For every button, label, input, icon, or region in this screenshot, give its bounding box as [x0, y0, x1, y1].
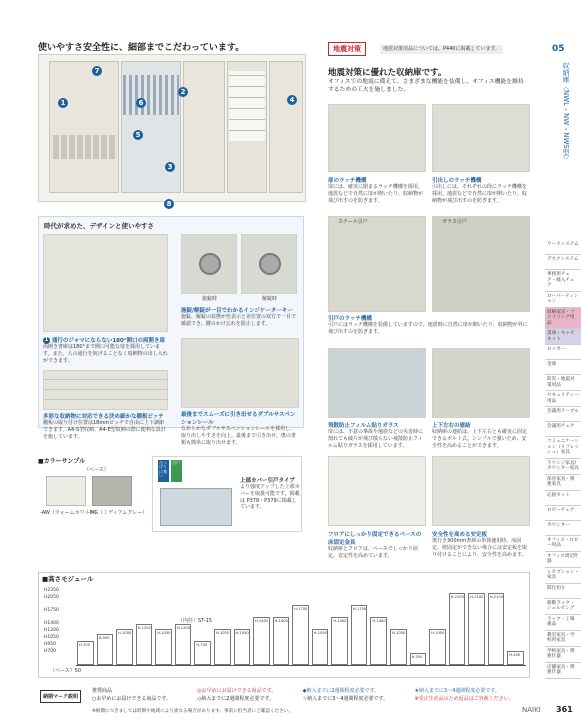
- module-column: [273, 617, 290, 665]
- nav-item[interactable]: ロビーチェア: [545, 506, 581, 521]
- drawer-latch-photo: [432, 104, 530, 172]
- module-column-label: H-1400: [255, 619, 269, 623]
- module-column-label: H-700: [196, 643, 208, 647]
- nav-item[interactable]: 保育家具・関連家具: [545, 475, 581, 491]
- height-label: H1750: [44, 607, 59, 613]
- drawer-latch-text: 引出しには、それぞれの段にラッチ機構を採用。地震などで自然に扉が開いたり、収納物が飛び出すのを防ぎます。: [432, 184, 528, 204]
- module-height-scale: [44, 588, 74, 656]
- callout-7: 7: [92, 66, 102, 76]
- key-title: 施錠/解錠が一目でわかるインジケーターキー: [181, 308, 293, 314]
- color-swatch-mg: [92, 476, 132, 506]
- nav-item[interactable]: 間仕切り: [545, 584, 581, 599]
- shelf-text: 棚板の取り付け位置は18mmピッチで自由に上下調節できます。A4-S型収納、A4-E型収納の際に便利な設計を施しています。: [43, 420, 166, 440]
- height-label: H1050: [44, 634, 59, 640]
- reinforce-caption: [432, 530, 530, 558]
- sliding-latch-title: 引戸のラッチ機構: [328, 316, 372, 322]
- rail-text: なめらかなダブルサスペンションレールを採用し、取り出しやすさを向上。最後まで引き出せ、奥の書類も簡単に取り出せます。: [181, 426, 296, 446]
- film-title: 飛散防止フィルム貼りガラス: [328, 423, 399, 429]
- quake-body: オフィスでの地震に備えて、さまざまな機能を装備し、オフィス機能を維持するための工夫を施しました。: [328, 79, 524, 94]
- color-swatch-aw: [46, 476, 86, 506]
- key-caption: [181, 306, 299, 328]
- legend-item: ◆納入までに2週間程度必要です。: [302, 688, 380, 694]
- legend-item: ☆納入までに3〜4週間程度必要です。: [302, 695, 389, 702]
- module-column-label: H-1050: [118, 631, 132, 635]
- design-heading: 時代が求めた、デザインと使いやすさ: [44, 222, 155, 230]
- height-label: H2050: [44, 594, 59, 600]
- key-text: 施錠、解錠の状態が色表示と差位置の双方で一目で確認でき、鍵のかけ忘れを防止します。: [181, 314, 297, 327]
- module-note: （内径）ST-15: [178, 618, 212, 624]
- callout-8: 8: [164, 199, 174, 209]
- steel-door-photo: [328, 216, 426, 312]
- connect-caption: [432, 421, 530, 449]
- main-heading: 使いやすさ安全性に、細部までこだわっています。: [38, 43, 245, 53]
- brand: NAIKI: [522, 706, 541, 714]
- module-column: [429, 629, 446, 665]
- height-label: H2350: [44, 588, 59, 593]
- height-label: H950: [44, 641, 56, 647]
- nav-item[interactable]: ローパーティション: [545, 292, 581, 308]
- nav-item[interactable]: 移動ラック・シェルビング: [545, 599, 581, 615]
- glass-door-photo: [432, 216, 530, 312]
- module-column-label: H-1050: [431, 631, 445, 635]
- legend-item: ○お早めにお届けできる商品です。: [92, 695, 171, 702]
- module-column-label: H-1750: [352, 607, 367, 611]
- nav-item[interactable]: 書庫・キャビネット: [545, 329, 581, 345]
- module-column-label: H-2100: [489, 595, 504, 599]
- nav-item[interactable]: 店舗家具・関連什器: [545, 663, 581, 679]
- floor-photo: [328, 456, 426, 526]
- nav-item[interactable]: ラック・工場備品: [545, 615, 581, 631]
- cabinet-photo: [38, 54, 306, 202]
- door-latch-caption: [328, 176, 426, 204]
- reinforce-text: 奥行き300mm書庫の単体使用時、床固定、壁固定ができない場合には安定板を取り付けることにより、安全性を高めます。: [432, 538, 528, 558]
- color-mg-label: -MG（ミディアムグレー）: [88, 510, 148, 516]
- shelf-caption: [43, 412, 168, 440]
- module-column: [351, 605, 368, 665]
- legend-item: ◇納入までに2週間程度必要です。: [197, 695, 274, 702]
- steel-door-label: スチール引戸: [338, 219, 368, 225]
- cover-badge-1: ひっぱりに強い: [158, 460, 169, 482]
- module-column-label: H-1050: [157, 631, 171, 635]
- hinge-photo: [43, 234, 168, 332]
- rail-photo: [181, 338, 299, 408]
- quake-tag-label: 地震対策: [333, 45, 361, 53]
- color-base-label: （ベース）: [84, 467, 109, 473]
- module-heading: ■高さモジュール: [42, 575, 94, 583]
- legend-title: 納期マーク説明: [40, 690, 81, 703]
- module-column-label: H-350: [411, 655, 423, 659]
- color-heading: ■カラーサンプル: [38, 458, 86, 465]
- nav-item[interactable]: カウンター: [545, 521, 581, 536]
- module-column: [292, 605, 309, 665]
- nav-item[interactable]: 収納家具・ファイリング用品: [545, 308, 581, 330]
- nav-item[interactable]: ラウンジ家具/カウンター家具: [545, 459, 581, 475]
- floor-title: フロアにしっかり固定できるベースの床固定金具: [328, 532, 422, 546]
- module-base-label: （ベース）50: [50, 668, 82, 674]
- door-latch-photo: [328, 104, 426, 172]
- reinforce-photo: [432, 456, 530, 526]
- legend-footnote: ※納期につきましては時期や地域により異なる場合があります。事前に担当者にご確認ください。: [92, 709, 293, 714]
- height-label: H1200: [44, 627, 59, 633]
- rail-title: 最後までスムーズに引き出せるダブルサスペンションレール: [181, 412, 296, 426]
- module-column: [214, 629, 231, 665]
- callout-1: 1: [58, 98, 68, 108]
- cover-badge-2: 引戸: [171, 460, 182, 482]
- legend-item: ◎お早めにお届けできる商品です。: [197, 688, 277, 694]
- height-label: H1400: [44, 620, 59, 626]
- cover-photo: [160, 488, 232, 526]
- nav-item[interactable]: 会議用テーブル: [545, 407, 581, 422]
- nav-item[interactable]: コミュニケーション（リフレッシュ）家具: [545, 437, 581, 459]
- nav-item[interactable]: レセプション・家具: [545, 568, 581, 584]
- module-column-label: H-1200: [137, 626, 151, 630]
- module-column-label: H-700: [79, 643, 90, 647]
- module-column: [312, 629, 329, 665]
- module-column: [77, 641, 94, 665]
- nav-item[interactable]: セキュリティー用品: [545, 391, 581, 407]
- nav-item[interactable]: ワークシステム: [545, 240, 581, 255]
- sliding-latch-text: 引戸にはラッチ機構を装備していますので、地震時に自然に扉が開いたり、収納物が外に飛び出すのを防ぎます。: [328, 322, 528, 335]
- legend-item: 推奨商品: [92, 688, 113, 694]
- connect-photo: [432, 348, 530, 418]
- key-photo-locked: [181, 234, 237, 294]
- module-column-label: H-2100: [450, 595, 464, 599]
- key-unlocked-label: 解錠時: [262, 296, 278, 302]
- module-column: [155, 629, 172, 665]
- callout-2: 2: [178, 87, 188, 97]
- film-text: 扉には、不意の事故や地震などの災害時に割れても破片が飛び散らない飛散防止フィルム貼りガラスを採用しています。: [328, 429, 424, 449]
- film-caption: [328, 421, 426, 449]
- module-column: [468, 593, 485, 665]
- rail-caption: [181, 410, 299, 446]
- module-column-label: H-1400: [333, 619, 347, 623]
- nav-item[interactable]: ロッカー: [545, 345, 581, 360]
- module-column-label: H-900: [98, 636, 110, 640]
- module-column-label: H-400: [509, 653, 521, 657]
- callout-6: 6: [136, 98, 146, 108]
- glass-door-label: ガラス引戸: [442, 219, 467, 225]
- chapter-number: 05: [552, 44, 565, 54]
- nav-item[interactable]: 教室家具・学校用家具: [545, 631, 581, 647]
- callout-5: 5: [133, 130, 143, 140]
- legend-item: ★納入までに3〜4週間程度必要です。: [414, 688, 500, 694]
- module-column-label: H-1750: [294, 607, 308, 611]
- module-column: [97, 634, 114, 665]
- nav-item[interactable]: 事務用チェア・軽入チェア: [545, 270, 581, 292]
- module-column-label: H-1400: [274, 619, 288, 623]
- nav-item[interactable]: 防災・地震対策用品: [545, 375, 581, 391]
- legend-item: ※受注生産品のため返品はご容赦ください。: [414, 695, 514, 702]
- module-column: [507, 651, 524, 665]
- chapter-title: 収納庫〈NWL・NW・NWS型〉: [562, 62, 570, 163]
- floor-text: 収納庫とフロアは、ベースでしっかり固定。安定性を高めています。: [328, 546, 418, 559]
- color-aw-label: -AW（ウォームホワイト）: [40, 510, 100, 516]
- nav-item[interactable]: オフィス・ロビー用品: [545, 536, 581, 552]
- film-photo: [328, 348, 426, 418]
- module-column: [390, 629, 407, 665]
- page-number: 361: [556, 705, 573, 714]
- sliding-latch-caption: [328, 314, 530, 336]
- callout-4: 4: [287, 95, 297, 105]
- connect-text: 収納庫の連結は、上下左右とも確実に固定できるボルト式。シンプルで強いため、安全性を高めることができます。: [432, 429, 528, 449]
- module-column-label: H-1200: [176, 626, 190, 630]
- legend-items: [92, 688, 532, 703]
- module-column: [331, 617, 348, 665]
- callout-3: 3: [165, 162, 175, 172]
- shelf-title: 多彩な収納物に対応できる決め細かな棚板ピッチ: [43, 414, 164, 420]
- floor-caption: [328, 530, 426, 560]
- drawer-latch-caption: [432, 176, 530, 204]
- hinge-caption: [43, 336, 168, 364]
- cover-title: 上部カバー引戸タイプ: [240, 478, 295, 484]
- drawer-latch-title: 引出しのラッチ機構: [432, 178, 482, 184]
- callout-1-small: 1: [44, 337, 49, 343]
- cover-text: より強度アップした上部カバーを取扱可能です。掲載は P378・P379に掲載しています。: [240, 484, 300, 511]
- hinge-title: 通行のジャマにならない180°開口の両開き扉: [51, 338, 166, 344]
- module-column: [136, 624, 153, 665]
- nav-item[interactable]: オフィス周辺什器: [545, 552, 581, 568]
- door-latch-text: 扉には、確実に閉まるラッチ機構を採用。地震などで自然に扉が開いたり、収納物が飛び出すのを防ぎます。: [328, 184, 424, 204]
- quake-heading: 地震対策に優れた収納庫です。: [328, 68, 447, 78]
- nav-item[interactable]: 会議用チェア: [545, 422, 581, 437]
- door-latch-title: 扉のラッチ機構: [328, 178, 367, 184]
- module-column: [175, 624, 192, 665]
- module-column: [410, 653, 427, 665]
- module-column: [234, 629, 251, 665]
- module-column-label: H-1050: [392, 631, 406, 635]
- nav-item[interactable]: 応接セット: [545, 491, 581, 506]
- cover-caption: [240, 476, 300, 511]
- hinge-text: 両開き書庫は180°まで開口可能な扉を採用しています。また、人の通行を妨げることなく収納物の出し入れができます。: [43, 344, 168, 364]
- quake-tag: [328, 42, 366, 56]
- quake-note: 地震対策用品については、P440に掲載しています。: [380, 45, 503, 54]
- module-column: [370, 617, 387, 665]
- nav-item[interactable]: 学校家具・関連什器: [545, 647, 581, 663]
- module-columns: [76, 590, 526, 666]
- shelf-photo: [43, 370, 168, 410]
- module-column-label: H-1050: [313, 631, 327, 635]
- module-column-label: H-1050: [235, 631, 249, 635]
- key-locked-label: 施錠時: [202, 296, 218, 302]
- module-column: [449, 593, 466, 665]
- reinforce-title: 安全性を高める安定板: [432, 532, 488, 538]
- connect-title: 上下左右の連結: [432, 423, 471, 429]
- module-column-label: H-1050: [215, 631, 230, 635]
- module-column: [116, 629, 133, 665]
- nav-item[interactable]: デスクシステム: [545, 255, 581, 270]
- nav-item[interactable]: 金庫: [545, 360, 581, 375]
- module-column: [488, 593, 505, 665]
- category-nav: [545, 240, 581, 679]
- height-label: H700: [44, 648, 56, 654]
- module-column-label: H-1400: [372, 619, 386, 623]
- module-column: [253, 617, 270, 665]
- module-column: [194, 641, 211, 665]
- key-photo-unlocked: [241, 234, 297, 294]
- module-column-label: H-2100: [470, 595, 484, 599]
